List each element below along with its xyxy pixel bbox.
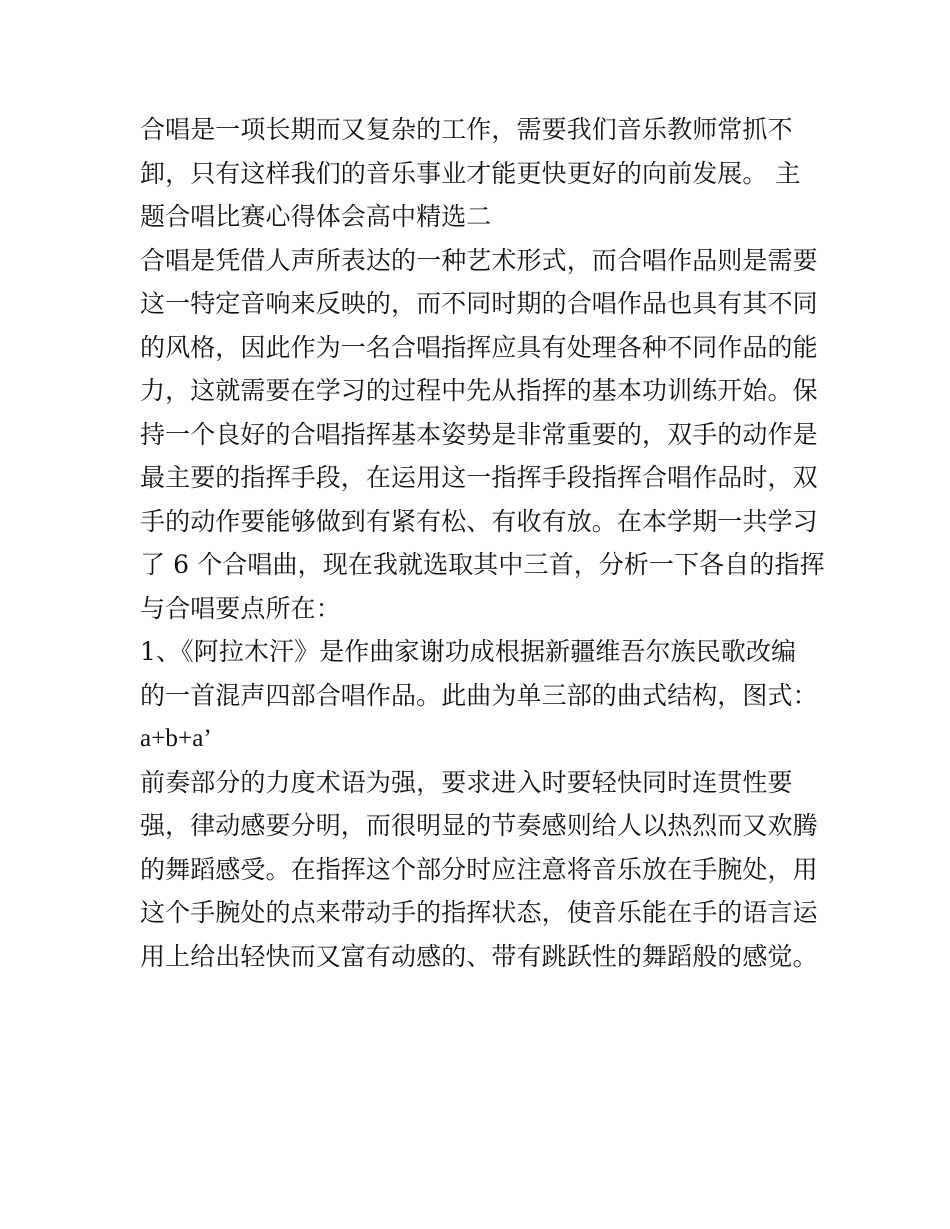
text-line: 的舞蹈感受。在指挥这个部分时应注意将音乐放在手腕处，用 — [140, 854, 818, 884]
text-line: 强，律动感要分明，而很明显的节奏感则给人以热烈而又欢腾 — [140, 811, 818, 840]
text-line: 这一特定音响来反映的，而不同时期的合唱作品也具有其不同 — [140, 289, 818, 318]
document-body — [140, 108, 825, 978]
text-line: 的风格，因此作为一名合唱指挥应具有处理各种不同作品的能 — [140, 332, 818, 362]
text-line: 合唱是一项长期而又复杂的工作，需要我们音乐教师常抓不 — [140, 115, 793, 144]
text-line: 持一个良好的合唱指挥基本姿势是非常重要的，双手的动作是 — [140, 419, 818, 449]
text-line: 力，这就需要在学习的过程中先从指挥的基本功训练开始。保 — [140, 376, 818, 405]
text-line: 合唱是凭借人声所表达的一种艺术形式，而合唱作品则是需要 — [140, 245, 818, 275]
text-line: 前奏部分的力度术语为强，要求进入时要轻快同时连贯性要 — [140, 767, 793, 797]
text-line: 与合唱要点所在： — [140, 593, 341, 623]
text-line: 最主要的指挥手段，在运用这一指挥手段指挥合唱作品时，双 — [140, 463, 818, 492]
text-line: 这个手腕处的点来带动手的指挥状态，使音乐能在手的语言运 — [140, 898, 818, 927]
text-line: 卸，只有这样我们的音乐事业才能更快更好的向前发展。 主 — [140, 158, 801, 188]
text-line: 的一首混声四部合唱作品。此曲为单三部的曲式结构，图式： — [140, 680, 818, 710]
text-line: 了 6 个合唱曲，现在我就选取其中三首，分析一下各自的指挥 — [140, 550, 825, 579]
text-line: 用上给出轻快而又富有动感的、带有跳跃性的舞蹈般的感觉。 — [140, 941, 818, 971]
text-line: 题合唱比赛心得体会高中精选二 — [140, 202, 492, 231]
text-line: 手的动作要能够做到有紧有松、有收有放。在本学期一共学习 — [140, 506, 818, 536]
text-line: a+b+a’ — [140, 725, 212, 752]
text-line: 1、《阿拉木汗》是作曲家谢功成根据新疆维吾尔族民歌改编 — [140, 637, 797, 666]
